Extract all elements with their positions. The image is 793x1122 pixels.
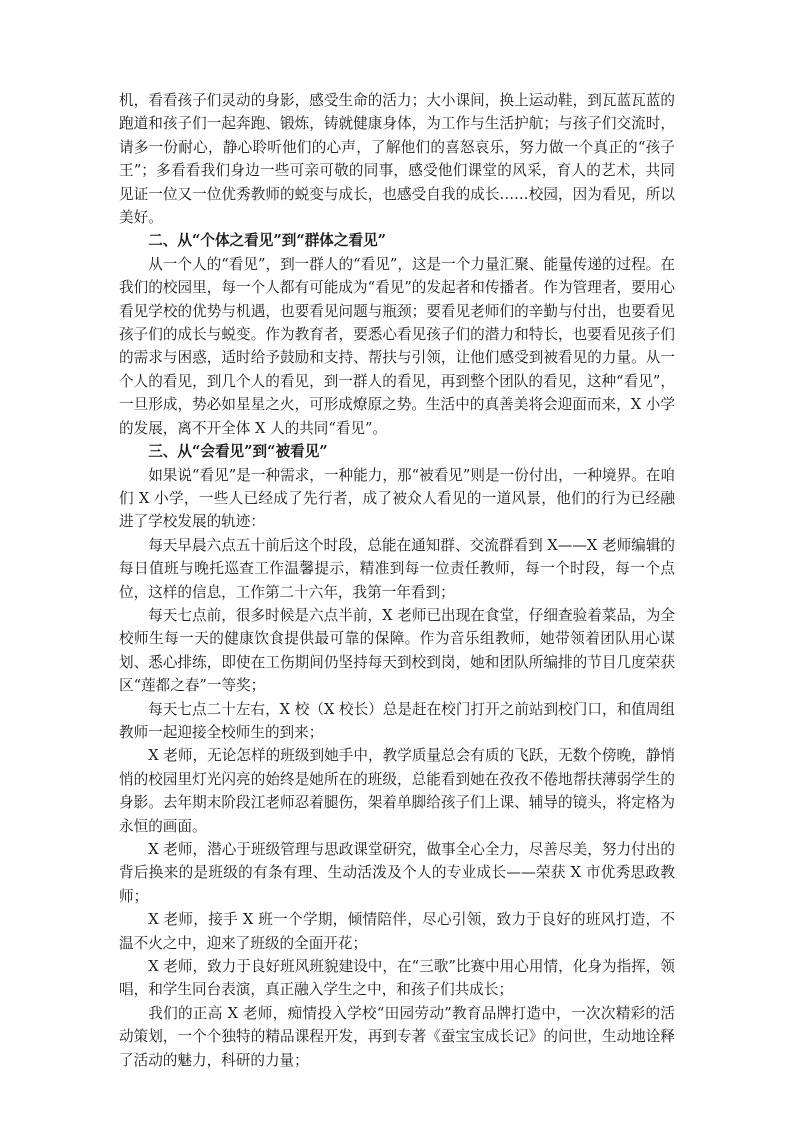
paragraph-intro-continuation: 机，看看孩子们灵动的身影，感受生命的活力；大小课间，换上运动鞋，到瓦蓝瓦蓝的跑道和孩子们一起奔跑、锻炼，铸就健康身体，为工作与生活护航；与孩子们交流时，请多一份耐心，静心聆听他们的心声，了解他们的喜怒哀乐，努力做一个真正的“孩子王”；多看看我们身边一些可亲可敬的同事，感受他们课堂的风采，育人的艺术，共同见证一位又一位优秀教师的蜕变与成长，也感受自我的成长……校园，因为看见，所以美好。 (119, 92, 675, 227)
paragraph-being-seen-intro: 如果说“看见”是一种需求，一种能力，那“被看见”则是一份付出，一种境界。在咱们 X 小学，一些人已经成了先行者，成了被众人看见的一道风景，他们的行为已经融进了学校发展的轨迹： (119, 466, 675, 531)
paragraph-example-singing: X 老师，致力于良好班风班貌建设中，在“三歌”比赛中用心用情，化身为指挥，领唱，和学生同台表演，真正融入学生之中，和孩子们共成长； (119, 958, 675, 999)
paragraph-example-labor-education: 我们的正高 X 老师，痴情投入学校“田园劳动”教育品牌打造中，一次次精彩的活动策划，一个个独特的精品课程开发，再到专著《蚕宝宝成长记》的问世，生动地诠释了活动的魅力，科研的力量； (119, 1004, 675, 1069)
document-body (119, 89, 675, 1072)
paragraph-example-teaching-quality: X 老师，无论怎样的班级到她手中，教学质量总会有质的飞跃，无数个傍晚，静悄悄的校园里灯光闪亮的始终是她所在的班级，总能看到她在孜孜不倦地帮扶薄弱学生的身影。去年期末阶段江老师忍着腿伤，架着单脚给孩子们上课、辅导的镜头，将定格为永恒的画面。 (119, 747, 675, 835)
section-heading-3: 三、从“会看见”到“被看见” (148, 443, 328, 461)
paragraph-group-seeing: 从一个人的“看见”，到一群人的“看见”，这是一个力量汇聚、能量传递的过程。在我们的校园里，每一个人都有可能成为“看见”的发起者和传播者。作为管理者，要用心看见学校的优势与机遇，也要看见问题与瓶颈；要看见老师们的辛勤与付出，也要看见孩子们的成长与蜕变。作为教育者，要悉心看见孩子们的潜力和特长，也要看见孩子们的需求与困惑，适时给予鼓励和支持、帮扶与引领，让他们感受到被看见的力量。从一个人的看见，到几个人的看见，到一群人的看见，再到整个团队的看见，这种“看见”，一旦形成，势必如星星之火，可形成燎原之势。生活中的真善美将会迎面而来，X 小学的发展，离不开全体 X 人的共同“看见”。 (119, 255, 675, 437)
paragraph-example-duty-reminder: 每天早晨六点五十前后这个时段，总能在通知群、交流群看到 X——X 老师编辑的每日值班与晚托巡查工作温馨提示，精准到每一位责任教师，每一个时段，每一个点位，这样的信息，工作第二十六年，我第一年看到； (119, 536, 675, 601)
section-heading-2: 二、从“个体之看见”到“群体之看见” (148, 232, 387, 250)
paragraph-example-canteen: 每天七点前，很多时候是六点半前，X 老师已出现在食堂，仔细查验着菜品，为全校师生每一天的健康饮食提供最可靠的保障。作为音乐组教师，她带领着团队用心谋划、悉心排练，即使在工伤期间仍坚持每天到校到岗，她和团队所编排的节目几度荣获区“莲都之春”一等奖； (119, 606, 675, 695)
paragraph-example-new-class: X 老师，接手 X 班一个学期，倾情陪伴，尽心引领，致力于良好的班风打造，不温不火之中，迎来了班级的全面开花； (119, 911, 675, 952)
paragraph-example-principal: 每天七点二十左右，X 校（X 校长）总是赶在校门打开之前站到校门口，和值周组教师一起迎接全校师生的到来； (119, 700, 675, 741)
paragraph-example-class-management: X 老师，潜心于班级管理与思政课堂研究，做事全心全力，尽善尽美，努力付出的背后换来的是班级的有条有理、生动活泼及个人的专业成长——荣获 X 市优秀思政教师； (119, 841, 675, 905)
